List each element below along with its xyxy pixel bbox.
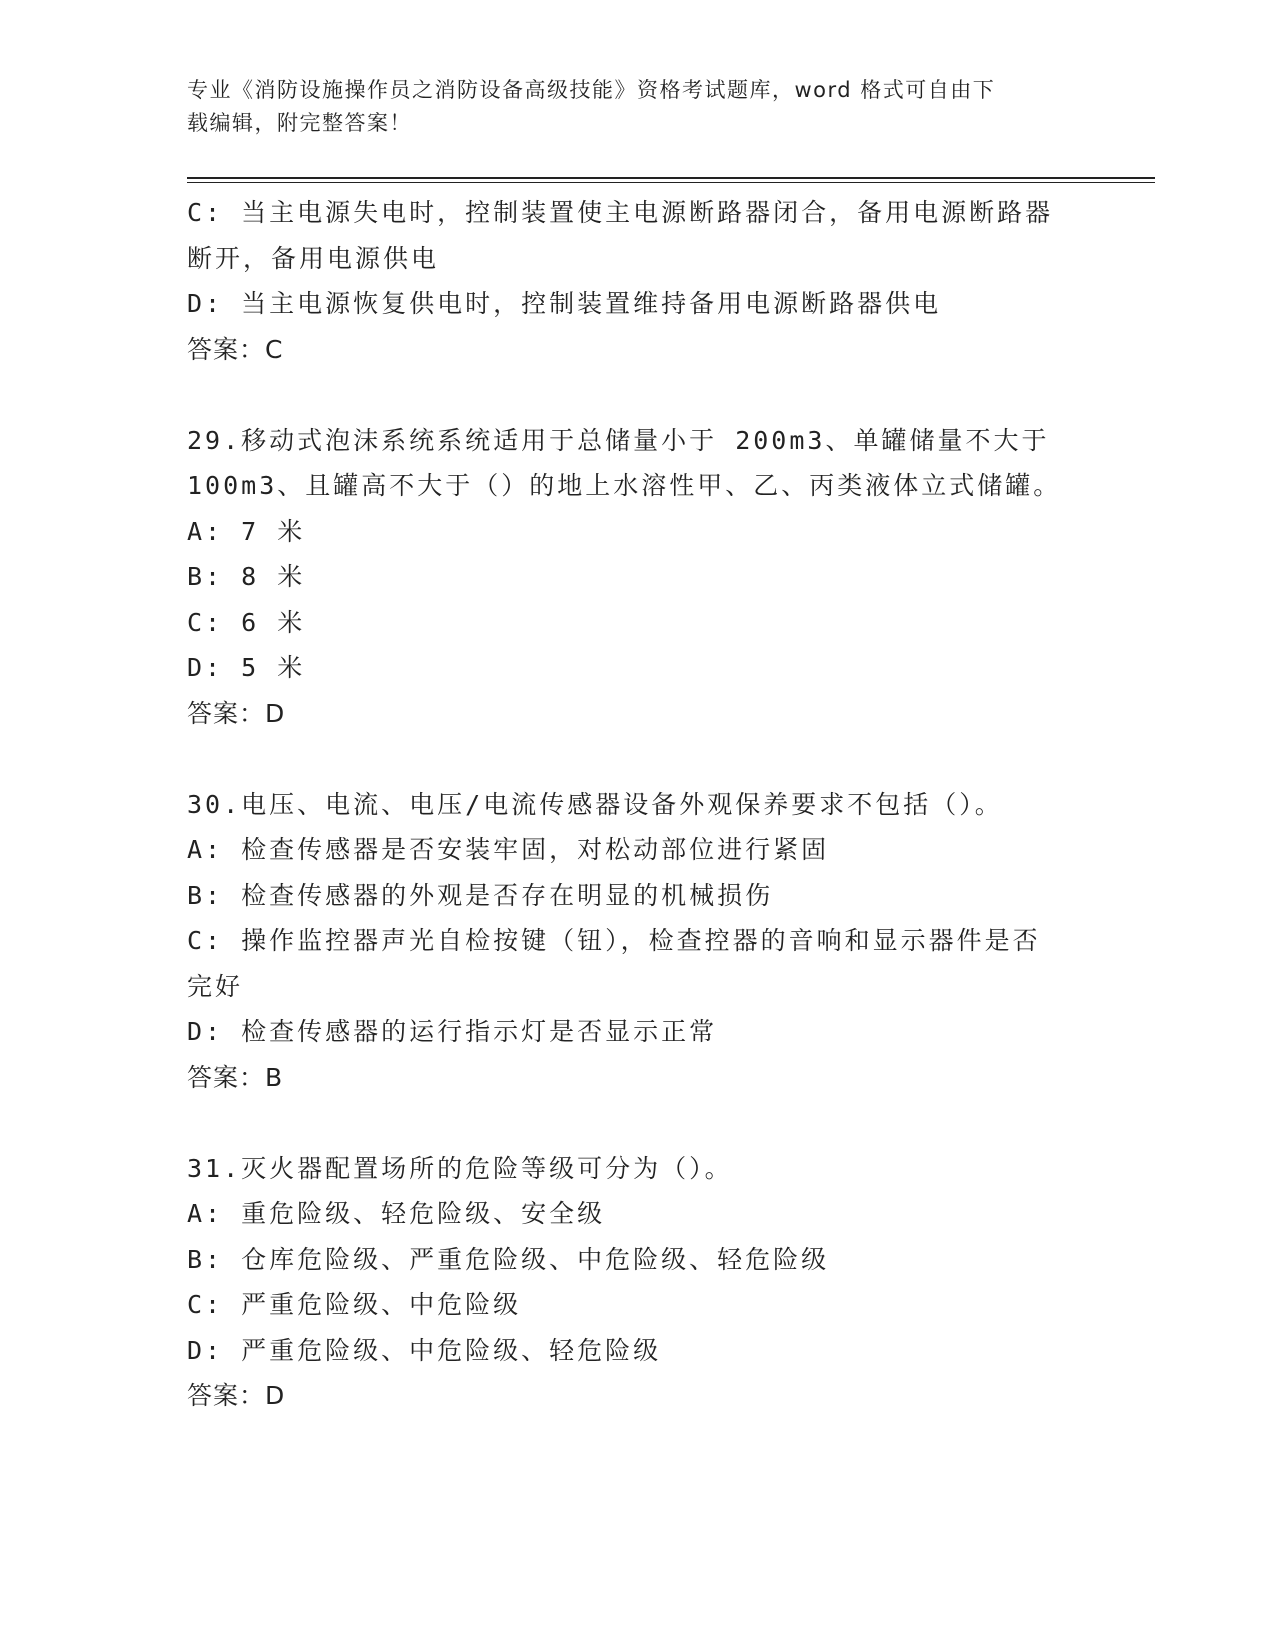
option-line: 断开，备用电源供电 — [187, 243, 440, 273]
question-block — [187, 1146, 1087, 1419]
question-list — [187, 190, 1087, 1419]
option-a: A: 重危险级、轻危险级、安全级 — [187, 1199, 606, 1228]
spacer — [187, 1100, 1087, 1146]
option-c: C: 6 米 — [187, 607, 306, 637]
answer-text: 答案：D — [187, 698, 286, 728]
stem-line: 100m3、且罐高不大于（）的地上水溶性甲、乙、丙类液体立式储罐。 — [187, 471, 1062, 500]
option-b: B: 8 米 — [187, 562, 306, 591]
stem-line: 29.移动式泡沫系统系统适用于总储量小于 200m3、单罐储量不大于 — [187, 425, 1050, 455]
option-a: A: 7 米 — [187, 516, 306, 546]
option-c — [187, 190, 1087, 281]
question-block — [187, 190, 1087, 372]
answer-text: 答案：D — [187, 1381, 286, 1410]
answer-text: 答案：C — [187, 334, 284, 364]
spacer — [187, 372, 1087, 418]
option-c — [187, 918, 1087, 1009]
answer-text: 答案：B — [187, 1062, 284, 1092]
option-line: C: 操作监控器声光自检按键（钮），检查控器的音响和显示器件是否 — [187, 926, 1041, 955]
option-c: C: 严重危险级、中危险级 — [187, 1290, 522, 1319]
spacer — [187, 736, 1087, 782]
question-block — [187, 782, 1087, 1101]
question-block — [187, 418, 1087, 737]
option-line: 完好 — [187, 971, 244, 1001]
question-stem: 30.电压、电流、电压/电流传感器设备外观保养要求不包括（）。 — [187, 789, 1003, 819]
option-line: D: 当主电源恢复供电时，控制装置维持备用电源断路器供电 — [187, 289, 942, 318]
header-divider — [187, 182, 1155, 183]
header-line: 专业《消防设施操作员之消防设备高级技能》资格考试题库，word 格式可自由下 — [187, 78, 996, 102]
option-b: B: 检查传感器的外观是否存在明显的机械损伤 — [187, 880, 774, 910]
option-d: D: 检查传感器的运行指示灯是否显示正常 — [187, 1017, 718, 1046]
option-line: C: 当主电源失电时，控制装置使主电源断路器闭合，备用电源断路器 — [187, 198, 1054, 227]
question-stem — [187, 418, 1087, 509]
header-line: 载编辑，附完整答案！ — [187, 111, 412, 135]
document-header — [187, 74, 1067, 140]
option-a: A: 检查传感器是否安装牢固，对松动部位进行紧固 — [187, 835, 830, 864]
header-divider — [187, 177, 1155, 179]
option-d — [187, 281, 1087, 327]
option-b: B: 仓库危险级、严重危险级、中危险级、轻危险级 — [187, 1244, 830, 1274]
option-d: D: 严重危险级、中危险级、轻危险级 — [187, 1335, 662, 1365]
question-stem: 31.灭火器配置场所的危险等级可分为（）。 — [187, 1153, 733, 1183]
option-d: D: 5 米 — [187, 653, 306, 682]
